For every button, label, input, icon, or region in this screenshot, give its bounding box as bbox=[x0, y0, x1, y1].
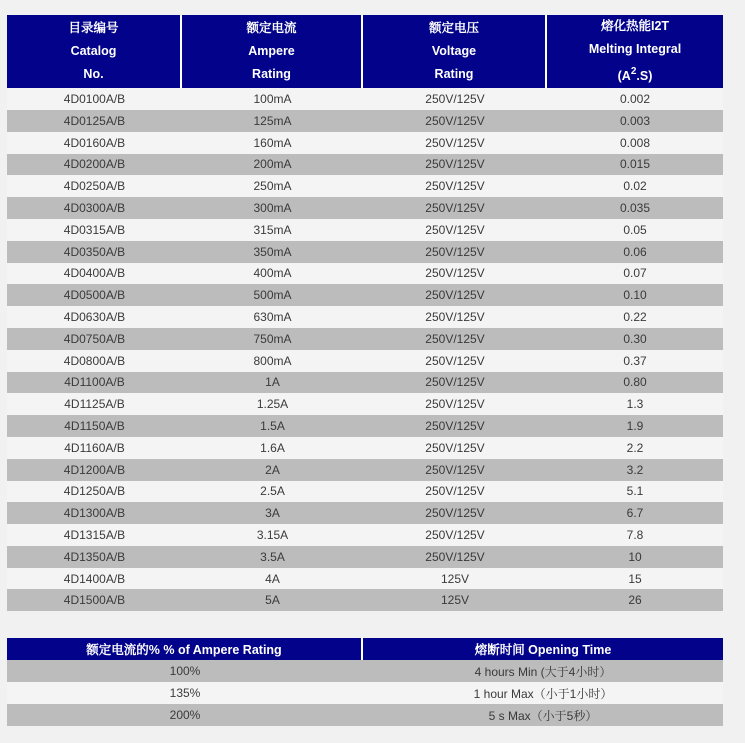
table-cell: 250V/125V bbox=[363, 393, 547, 415]
table-cell: 2A bbox=[182, 459, 363, 481]
table-cell: 4D1160A/B bbox=[7, 437, 182, 459]
table-cell: 5 s Max（小于5秒） bbox=[363, 704, 723, 726]
header-opening-time: 熔断时间 Opening Time bbox=[363, 638, 723, 660]
table-row bbox=[7, 481, 723, 503]
header-catalog-zh: 目录编号 bbox=[68, 21, 119, 36]
header-catalog-no bbox=[7, 15, 182, 88]
table-cell: 0.05 bbox=[547, 219, 723, 241]
table-cell: 4D1500A/B bbox=[7, 589, 182, 611]
table-cell: 3.5A bbox=[182, 546, 363, 568]
table-row bbox=[7, 502, 723, 524]
table-cell: 135% bbox=[7, 682, 363, 704]
header-ampere-en1: Ampere bbox=[248, 44, 295, 59]
spec-table-header-row bbox=[7, 15, 723, 88]
table-cell: 125V bbox=[363, 568, 547, 590]
table-cell: 250V/125V bbox=[363, 372, 547, 394]
table-cell: 250V/125V bbox=[363, 415, 547, 437]
table-cell: 200mA bbox=[182, 154, 363, 176]
table-row bbox=[7, 660, 723, 682]
table-cell: 0.003 bbox=[547, 110, 723, 132]
table-cell: 1.6A bbox=[182, 437, 363, 459]
table-row bbox=[7, 263, 723, 285]
table-cell: 0.80 bbox=[547, 372, 723, 394]
table-cell: 4A bbox=[182, 568, 363, 590]
table-cell: 0.02 bbox=[547, 175, 723, 197]
table-cell: 4D0350A/B bbox=[7, 241, 182, 263]
table-cell: 4D1315A/B bbox=[7, 524, 182, 546]
table-cell: 250V/125V bbox=[363, 350, 547, 372]
unit-suffix: .S) bbox=[636, 69, 653, 84]
table-cell: 160mA bbox=[182, 132, 363, 154]
header-melting-unit bbox=[547, 61, 723, 88]
table-cell: 4D1250A/B bbox=[7, 481, 182, 503]
table-cell: 250V/125V bbox=[363, 481, 547, 503]
table-cell: 0.30 bbox=[547, 328, 723, 350]
table-cell: 250V/125V bbox=[363, 306, 547, 328]
opening-time-header-row bbox=[7, 638, 723, 660]
header-melting-en1: Melting Integral bbox=[588, 42, 682, 56]
table-cell: 0.008 bbox=[547, 132, 723, 154]
unit-superscript: 2 bbox=[630, 66, 637, 77]
table-cell: 800mA bbox=[182, 350, 363, 372]
header-ampere-en2: Rating bbox=[252, 67, 291, 82]
table-cell: 250V/125V bbox=[363, 502, 547, 524]
table-cell: 3A bbox=[182, 502, 363, 524]
table-cell: 15 bbox=[547, 568, 723, 590]
opening-time-table bbox=[7, 638, 723, 726]
table-cell: 315mA bbox=[182, 219, 363, 241]
table-cell: 250V/125V bbox=[363, 197, 547, 219]
header-voltage-rating bbox=[363, 15, 547, 88]
table-row bbox=[7, 197, 723, 219]
table-cell: 4D0315A/B bbox=[7, 219, 182, 241]
table-cell: 250V/125V bbox=[363, 154, 547, 176]
table-cell: 4D0100A/B bbox=[7, 88, 182, 110]
spec-table bbox=[7, 15, 723, 611]
table-cell: 200% bbox=[7, 704, 363, 726]
table-cell: 0.035 bbox=[547, 197, 723, 219]
table-cell: 2.2 bbox=[547, 437, 723, 459]
table-cell: 1.3 bbox=[547, 393, 723, 415]
table-cell: 4D0250A/B bbox=[7, 175, 182, 197]
header-ampere-zh: 额定电流 bbox=[246, 21, 297, 36]
table-row bbox=[7, 437, 723, 459]
table-cell: 7.8 bbox=[547, 524, 723, 546]
table-row bbox=[7, 88, 723, 110]
header-melting-zh: 熔化热能I2T bbox=[600, 19, 670, 33]
table-cell: 4D0500A/B bbox=[7, 284, 182, 306]
table-cell: 630mA bbox=[182, 306, 363, 328]
table-row bbox=[7, 154, 723, 176]
table-cell: 3.15A bbox=[182, 524, 363, 546]
table-row bbox=[7, 459, 723, 481]
table-cell: 5A bbox=[182, 589, 363, 611]
table-cell: 250V/125V bbox=[363, 132, 547, 154]
table-cell: 6.7 bbox=[547, 502, 723, 524]
table-cell: 125V bbox=[363, 589, 547, 611]
table-cell: 4D0160A/B bbox=[7, 132, 182, 154]
table-cell: 750mA bbox=[182, 328, 363, 350]
table-row bbox=[7, 704, 723, 726]
table-row bbox=[7, 284, 723, 306]
unit-prefix: (A bbox=[617, 69, 631, 84]
table-cell: 250V/125V bbox=[363, 219, 547, 241]
table-cell: 250V/125V bbox=[363, 263, 547, 285]
table-row bbox=[7, 219, 723, 241]
table-cell: 250mA bbox=[182, 175, 363, 197]
table-cell: 250V/125V bbox=[363, 284, 547, 306]
spec-table-header bbox=[7, 15, 723, 88]
table-cell: 350mA bbox=[182, 241, 363, 263]
table-cell: 0.06 bbox=[547, 241, 723, 263]
opening-time-body bbox=[7, 660, 723, 726]
table-cell: 250V/125V bbox=[363, 524, 547, 546]
table-cell: 4D0750A/B bbox=[7, 328, 182, 350]
table-cell: 4D0300A/B bbox=[7, 197, 182, 219]
table-cell: 500mA bbox=[182, 284, 363, 306]
table-cell: 4D0800A/B bbox=[7, 350, 182, 372]
table-cell: 1.5A bbox=[182, 415, 363, 437]
table-cell: 100mA bbox=[182, 88, 363, 110]
table-row bbox=[7, 132, 723, 154]
table-cell: 250V/125V bbox=[363, 546, 547, 568]
table-cell: 1.9 bbox=[547, 415, 723, 437]
table-row bbox=[7, 175, 723, 197]
header-voltage-zh: 额定电压 bbox=[428, 21, 479, 36]
table-cell: 4D1300A/B bbox=[7, 502, 182, 524]
table-row bbox=[7, 306, 723, 328]
table-cell: 4D1400A/B bbox=[7, 568, 182, 590]
table-cell: 3.2 bbox=[547, 459, 723, 481]
table-cell: 4D0125A/B bbox=[7, 110, 182, 132]
header-catalog-en2: No. bbox=[83, 67, 104, 82]
table-cell: 1A bbox=[182, 372, 363, 394]
table-cell: 0.10 bbox=[547, 284, 723, 306]
header-catalog-en1: Catalog bbox=[70, 44, 117, 59]
table-cell: 0.22 bbox=[547, 306, 723, 328]
table-cell: 250V/125V bbox=[363, 328, 547, 350]
header-melting-integral bbox=[547, 15, 723, 88]
spec-table-body bbox=[7, 88, 723, 611]
table-cell: 2.5A bbox=[182, 481, 363, 503]
table-cell: 100% bbox=[7, 660, 363, 682]
table-cell: 400mA bbox=[182, 263, 363, 285]
table-cell: 1.25A bbox=[182, 393, 363, 415]
table-row bbox=[7, 682, 723, 704]
table-row bbox=[7, 110, 723, 132]
table-row bbox=[7, 546, 723, 568]
table-cell: 250V/125V bbox=[363, 175, 547, 197]
header-voltage-en2: Rating bbox=[434, 67, 474, 82]
table-row bbox=[7, 241, 723, 263]
table-row bbox=[7, 350, 723, 372]
table-cell: 4D1100A/B bbox=[7, 372, 182, 394]
table-cell: 250V/125V bbox=[363, 88, 547, 110]
table-cell: 4D1150A/B bbox=[7, 415, 182, 437]
table-cell: 125mA bbox=[182, 110, 363, 132]
table-row bbox=[7, 568, 723, 590]
table-cell: 0.015 bbox=[547, 154, 723, 176]
table-cell: 0.002 bbox=[547, 88, 723, 110]
table-cell: 4D0400A/B bbox=[7, 263, 182, 285]
table-cell: 4D1350A/B bbox=[7, 546, 182, 568]
table-row bbox=[7, 524, 723, 546]
table-cell: 250V/125V bbox=[363, 459, 547, 481]
table-row bbox=[7, 393, 723, 415]
table-cell: 250V/125V bbox=[363, 110, 547, 132]
table-cell: 4D1125A/B bbox=[7, 393, 182, 415]
table-cell: 300mA bbox=[182, 197, 363, 219]
table-row bbox=[7, 328, 723, 350]
table-row bbox=[7, 415, 723, 437]
table-cell: 4 hours Min (大于4小时） bbox=[363, 660, 723, 682]
table-row bbox=[7, 589, 723, 611]
header-percent-of-ampere-rating: 额定电流的% % of Ampere Rating bbox=[7, 638, 363, 660]
table-cell: 4D0630A/B bbox=[7, 306, 182, 328]
table-cell: 4D1200A/B bbox=[7, 459, 182, 481]
table-cell: 10 bbox=[547, 546, 723, 568]
table-cell: 250V/125V bbox=[363, 437, 547, 459]
header-voltage-en1: Voltage bbox=[431, 44, 477, 59]
table-cell: 5.1 bbox=[547, 481, 723, 503]
header-ampere-rating bbox=[182, 15, 363, 88]
table-cell: 0.07 bbox=[547, 263, 723, 285]
table-row bbox=[7, 372, 723, 394]
table-cell: 26 bbox=[547, 589, 723, 611]
opening-time-header bbox=[7, 638, 723, 660]
table-cell: 1 hour Max（小于1小时） bbox=[363, 682, 723, 704]
table-cell: 4D0200A/B bbox=[7, 154, 182, 176]
table-cell: 0.37 bbox=[547, 350, 723, 372]
table-cell: 250V/125V bbox=[363, 241, 547, 263]
